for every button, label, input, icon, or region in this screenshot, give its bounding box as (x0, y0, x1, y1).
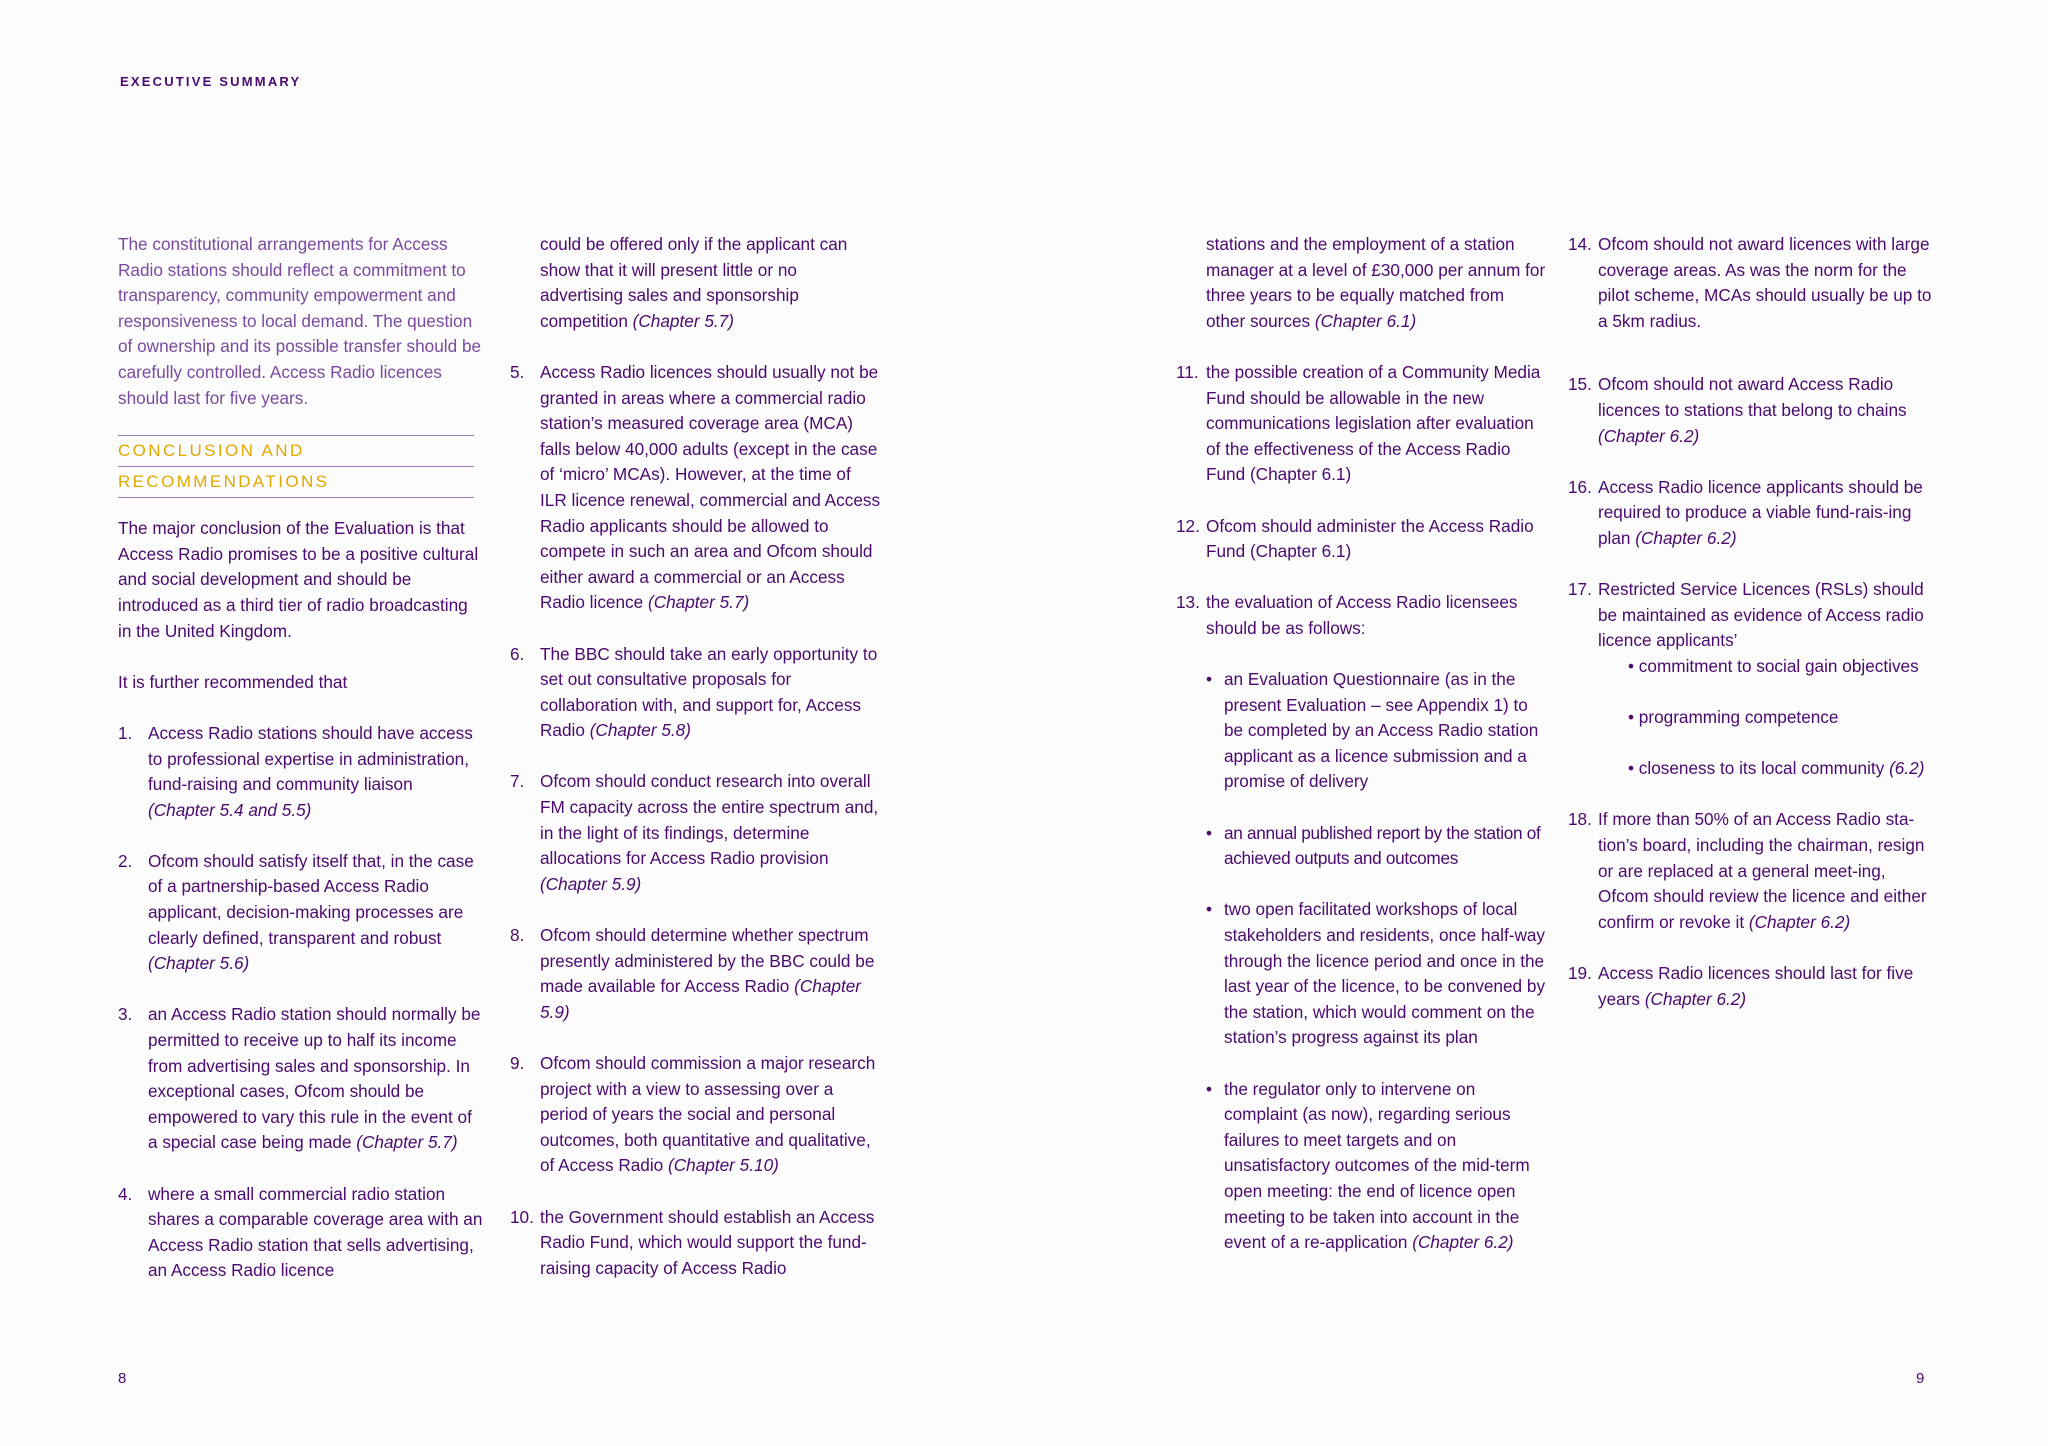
left-column-1 (118, 232, 484, 1284)
recommendation-8: 8. Ofcom should determine whether spectrum presently administered by the BBC could be made available for Access Radio (Chapter 5.9) (510, 925, 875, 1022)
evaluation-bullet-4: • the regulator only to intervene on complaint (as now), regarding serious failures to meet targets and on unsatisfactory outcomes of the mid-term open meeting: the end of licence open meeting to be taken into account in the event of a re-application (Chapter 6.2) (1206, 1077, 1546, 1256)
section-heading-line-2: RECOMMENDATIONS (118, 472, 330, 492)
right-column-2 (1568, 232, 1938, 1038)
section-heading-line-1: CONCLUSION AND (118, 441, 305, 461)
page-number-left: 8 (118, 1370, 128, 1387)
evaluation-bullet-2: • an annual published report by the station of achieved outputs and outcomes (1206, 821, 1546, 872)
recommendation-2: 2. Ofcom should satisfy itself that, in the case of a partnership-based Access Radio applicant, decision-making processes are clearly defined, transparent and robust (Chapter 5.6) (118, 850, 474, 974)
major-conclusion: The major conclusion of the Evaluation is that Access Radio promises to be a positive cultural and social development and should be introduced as a third tier of radio broadcasting in the United Kingdom. (118, 518, 479, 641)
recommendation-10-continued: stations and the employment of a station manager at a level of £30,000 per annum for three years to be equally matched from other sources (Chapter 6.1) (1206, 234, 1546, 331)
recommendations-list-part-3 (1176, 232, 1546, 1256)
recommendation-6: 6. The BBC should take an early opportunity to set out consultative proposals for collaboration with, and support for, Access Radio (Chapter 5.8) (510, 643, 878, 741)
recommendations-list-part-4 (1568, 232, 1938, 1012)
rsl-evidence-3: • closeness to its local community (6.2) (1598, 756, 1938, 782)
recommendation-12: 12. Ofcom should administer the Access Radio Fund (Chapter 6.1) (1176, 515, 1534, 562)
page-number-right: 9 (1916, 1370, 1926, 1387)
recommendations-list-part-1 (118, 721, 484, 1284)
recommendation-10: 10. the Government should establish an Access Radio Fund, which would support the fund-raising capacity of Access Radio (510, 1206, 875, 1278)
recommendation-17: 17. Restricted Service Licences (RSLs) should be maintained as evidence of Access radio licence applicants’ • commitment to social gain objectives • programming competence • closeness to its local community (6.2) (1568, 577, 1938, 782)
recommendation-19: 19. Access Radio licences should last for five years (Chapter 6.2) (1568, 963, 1914, 1009)
recommendation-9: 9. Ofcom should commission a major research project with a view to assessing over a period of years the social and personal outcomes, both quantitative and qualitative, of Access Radio (Chapter 5.10) (510, 1053, 876, 1176)
recommendation-4-continued: could be offered only if the applicant can show that it will present little or no advertising sales and sponsorship competition (Chapter 5.7) (540, 234, 848, 331)
recommendations-list-part-2 (510, 232, 882, 1281)
evaluation-bullet-1: • an Evaluation Questionnaire (as in the present Evaluation – see Appendix 1) to be completed by an Access Radio station applicant as a licence submission and a promise of delivery (1206, 667, 1546, 795)
recommendation-3: 3. an Access Radio station should normally be permitted to receive up to half its income from advertising sales and sponsorship. In exceptional cases, Ofcom should be empowered to vary this rule in the event of a special case being made (Chapter 5.7) (118, 1004, 481, 1153)
further-recommended: It is further recommended that (118, 671, 348, 692)
recommendation-18: 18. If more than 50% of an Access Radio sta-tion’s board, including the chairman, resign or are replaced at a general meet-ing, Ofcom should review the licence and either confirm or revoke it (Chapter 6.2) (1568, 809, 1927, 932)
evaluation-bullets (1206, 667, 1546, 1256)
recommendation-5: 5. Access Radio licences should usually not be granted in areas where a commercial radio station’s measured coverage area (MCA) falls below 40,000 adults (except in the case of ‘micro’ MCAs). However, at the time of ILR licence renewal, commercial and Access Radio applicants should be allowed to compete in such an area and Ofcom should either award a commercial or an Access Radio licence (Chapter 5.7) (510, 361, 881, 613)
right-column-1 (1176, 232, 1546, 1281)
evaluation-bullet-3: • two open facilitated workshops of local stakeholders and residents, once half-way through the licence period and once in the last year of the licence, to be convened by the station, which would comment on the station’s progress against its plan (1206, 897, 1546, 1051)
rsl-evidence-list (1598, 654, 1938, 782)
recommendation-11: 11. the possible creation of a Community Media Fund should be allowable in the new communications legislation after evaluation of the effectiveness of the Access Radio Fund (Chapter 6.1) (1176, 361, 1541, 485)
section-heading (118, 435, 484, 498)
intro-paragraph: The constitutional arrangements for Access Radio stations should reflect a commitment to transparency, community empowerment and responsiveness to local demand. The question of ownership and its possible transfer should be carefully controlled. Access Radio licences should last for five years. (118, 234, 482, 408)
recommendation-4: 4. where a small commercial radio station shares a comparable coverage area with an Access Radio station that sells advertising, an Access Radio licence (118, 1183, 483, 1281)
recommendation-16: 16. Access Radio licence applicants should be required to produce a viable fund-rais-ing plan (Chapter 6.2) (1568, 476, 1923, 548)
running-header: EXECUTIVE SUMMARY (120, 74, 302, 89)
recommendation-1: 1. Access Radio stations should have access to professional expertise in administration, fund-raising and community liaison (Chapter 5.4 and 5.5) (118, 722, 473, 820)
rsl-evidence-2: • programming competence (1598, 705, 1938, 731)
recommendation-13: 13. the evaluation of Access Radio licensees should be as follows: • an Evaluation Questionnaire (as in the present Evaluation – see Appendix 1) to be completed by an Access Radio station applicant as a licence submission and a promise of delivery • an annual published report by the station of achieved outputs and outcomes • two open facilitated workshops of local stakeholders and residents, once half-way through the licence period and once in the last year of the licence, to be convened by the station, which would comment on the station’s progress against its plan • the regulator only to intervene on complaint (as now), regarding serious failures to meet targets and on unsatisfactory outcomes of the mid-term open meeting: the end of licence open meeting to be taken into account in the event of a re-application (Chapter 6.2) (1176, 590, 1546, 1255)
recommendation-7: 7. Ofcom should conduct research into overall FM capacity across the entire spectrum and, in the light of its findings, determine allocations for Access Radio provision (Chapter 5.9) (510, 771, 879, 894)
heading-rule-bottom (118, 497, 474, 498)
rsl-evidence-1: • commitment to social gain objectives (1598, 654, 1938, 680)
recommendation-15: 15. Ofcom should not award Access Radio licences to stations that belong to chains (Chapter 6.2) (1568, 374, 1907, 446)
recommendation-14: 14. Ofcom should not award licences with large coverage areas. As was the norm for the pilot scheme, MCAs should usually be up to a 5km radius. (1568, 234, 1932, 331)
left-column-2 (510, 232, 882, 1281)
